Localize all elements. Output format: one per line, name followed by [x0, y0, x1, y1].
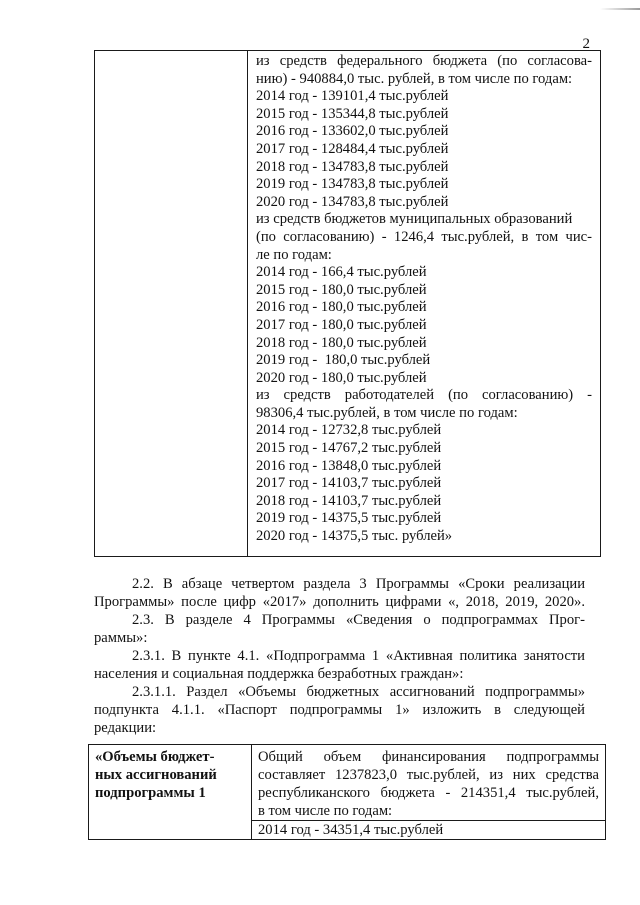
paragraph-2-3-1-1: [94, 683, 585, 737]
heading-line: подпрограммы 1: [95, 785, 206, 801]
content-line: в том числе по годам:: [258, 803, 393, 819]
budget-allocations-heading-cell: [89, 745, 252, 840]
paragraph-line: 2.3.1. В пункте 4.1. «Подпрограмма 1 «Активная политика занятости: [132, 648, 585, 664]
empty-left-cell: [95, 51, 248, 557]
content-line: составляет 1237823,0 тыс.рублей, из них средства: [258, 767, 599, 783]
text-line: 2015 год - 135344,8 тыс.рублей: [256, 105, 449, 122]
text-line: 2015 год - 180,0 тыс.рублей: [256, 281, 427, 298]
text-line: 2017 год - 180,0 тыс.рублей: [256, 316, 427, 333]
page-number: 2: [582, 36, 590, 52]
paragraph-line: Программы» после цифр «2017» дополнить цифрами «, 2018, 2019, 2020».: [94, 594, 585, 610]
budget-allocations-table: [88, 744, 606, 840]
text-line: 2017 год - 14103,7 тыс.рублей: [256, 475, 442, 492]
paragraph-line: редакции:: [94, 720, 157, 736]
text-line: 2020 год - 180,0 тыс.рублей: [256, 369, 427, 386]
text-line: нию) - 940884,0 тыс. рублей, в том числе по годам:: [256, 70, 573, 87]
paragraph-line: населения и социальная поддержка безработных граждан»:: [94, 666, 464, 682]
text-line: 2020 год - 14375,5 тыс. рублей»: [256, 528, 453, 545]
paragraph-line: 2.3.1.1. Раздел «Объемы бюджетных ассигнований подпрограммы»: [132, 684, 585, 700]
heading-line: «Объемы бюджет-: [95, 749, 215, 765]
text-line: ле по годам:: [256, 246, 332, 263]
text-line: из средств федерального бюджета (по согласова-: [256, 53, 592, 69]
text-line: 2019 год - 14375,5 тыс.рублей: [256, 510, 442, 527]
paragraph-2-3: [94, 611, 585, 647]
paragraph-2-2: [94, 575, 585, 611]
paragraph-line: раммы»:: [94, 630, 148, 646]
content-line: Общий объем финансирования подпрограммы: [258, 749, 599, 765]
paragraph-line: 2.2. В абзаце четвертом раздела 3 Программы «Сроки реализации: [132, 576, 585, 592]
text-line: 2018 год - 180,0 тыс.рублей: [256, 334, 427, 351]
heading-line: ных ассигнований: [95, 767, 217, 783]
text-line: 2019 год - 134783,8 тыс.рублей: [256, 176, 449, 193]
budget-allocations-content-cell: [252, 745, 606, 840]
scan-edge-mark: [600, 8, 640, 10]
text-line: 2016 год - 13848,0 тыс.рублей: [256, 457, 442, 474]
financing-table-continuation: [94, 50, 601, 557]
text-line: (по согласованию) - 1246,4 тыс.рублей, в том чис-: [256, 228, 592, 245]
financing-details-cell: [248, 51, 601, 557]
text-line: 98306,4 тыс.рублей, в том числе по годам:: [256, 404, 518, 421]
text-line: из средств работодателей (по согласованию) -: [256, 387, 592, 404]
content-line: 2014 год - 34351,4 тыс.рублей: [252, 820, 605, 839]
paragraph-line: подпункта 4.1.1. «Паспорт подпрограммы 1» изложить в следующей: [94, 702, 585, 718]
text-line: 2014 год - 139101,4 тыс.рублей: [256, 88, 449, 105]
text-line: 2019 год - 180,0 тыс.рублей: [256, 352, 431, 369]
text-line: 2016 год - 133602,0 тыс.рублей: [256, 123, 449, 140]
text-line: 2018 год - 14103,7 тыс.рублей: [256, 492, 442, 509]
text-line: 2016 год - 180,0 тыс.рублей: [256, 299, 427, 316]
text-line: из средств бюджетов муниципальных образований: [256, 211, 573, 228]
text-line: 2020 год - 134783,8 тыс.рублей: [256, 193, 449, 210]
text-line: 2014 год - 166,4 тыс.рублей: [256, 264, 427, 281]
paragraph-line: 2.3. В разделе 4 Программы «Сведения о подпрограммах Прог-: [132, 612, 585, 628]
paragraph-2-3-1: [94, 647, 585, 683]
text-line: 2018 год - 134783,8 тыс.рублей: [256, 158, 449, 175]
content-line: республиканского бюджета - 214351,4 тыс.рублей,: [258, 785, 599, 801]
text-line: 2014 год - 12732,8 тыс.рублей: [256, 422, 442, 439]
text-line: 2017 год - 128484,4 тыс.рублей: [256, 140, 449, 157]
text-line: 2015 год - 14767,2 тыс.рублей: [256, 440, 442, 457]
